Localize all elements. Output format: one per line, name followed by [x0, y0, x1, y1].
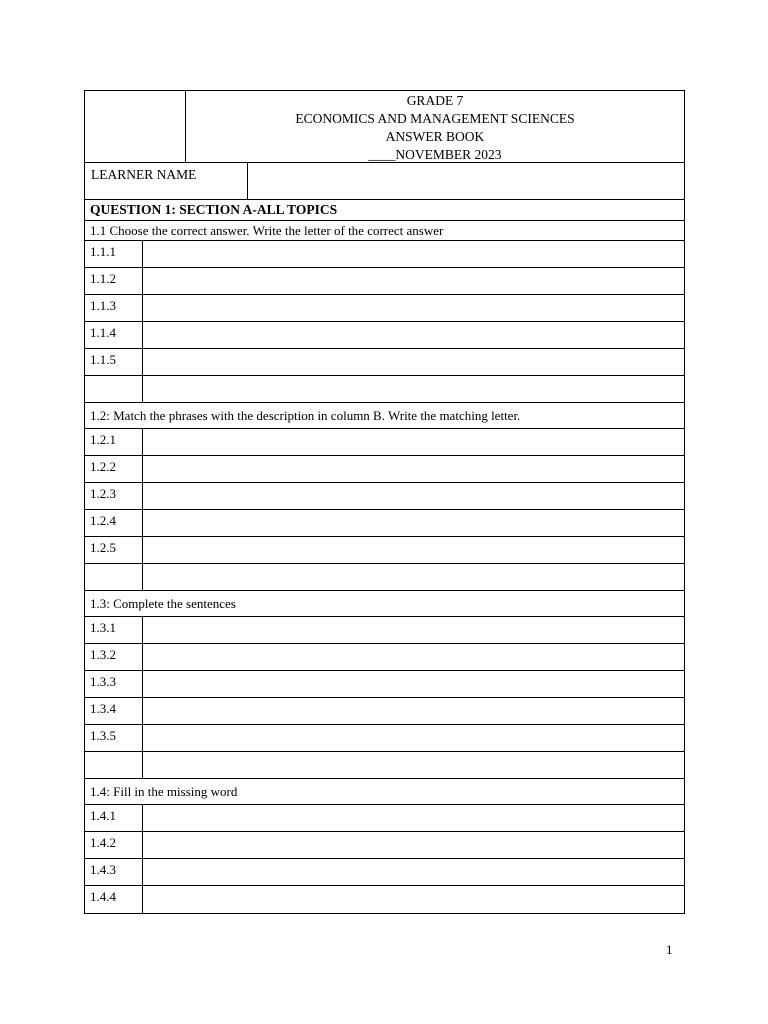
answer-cell[interactable] [143, 805, 684, 831]
spacer-row [85, 564, 684, 591]
answer-cell[interactable] [143, 537, 684, 563]
item-number: 1.4.3 [85, 859, 143, 885]
answer-cell[interactable] [143, 644, 684, 670]
logo-placeholder-cell [85, 91, 186, 162]
answer-row [85, 671, 684, 698]
page-number: 1 [666, 942, 673, 957]
section-1-3-instruction: 1.3: Complete the sentences [90, 596, 236, 611]
learner-name-field[interactable] [248, 163, 684, 199]
answer-row [85, 859, 684, 886]
answer-row [85, 886, 684, 913]
answer-row [85, 832, 684, 859]
item-number: 1.1.1 [85, 241, 143, 267]
spacer-row [85, 752, 684, 779]
item-number: 1.4.1 [85, 805, 143, 831]
spacer-label-cell [85, 564, 143, 590]
spacer-answer-cell [143, 752, 684, 778]
spacer-row [85, 376, 684, 403]
grade-line: GRADE 7 [406, 93, 464, 108]
section-1-1-instruction-row [85, 221, 684, 241]
answer-row [85, 429, 684, 456]
subject-line: ECONOMICS AND MANAGEMENT SCIENCES [295, 111, 575, 126]
spacer-label-cell [85, 376, 143, 402]
answer-row [85, 456, 684, 483]
answer-row [85, 698, 684, 725]
learner-name-row [85, 163, 684, 200]
item-number: 1.2.1 [85, 429, 143, 455]
answer-book-form [84, 90, 685, 914]
answer-cell[interactable] [143, 268, 684, 294]
item-number: 1.1.3 [85, 295, 143, 321]
item-number: 1.4.4 [85, 886, 143, 913]
answer-cell[interactable] [143, 725, 684, 751]
answer-row [85, 644, 684, 671]
answer-cell[interactable] [143, 456, 684, 482]
item-number: 1.1.4 [85, 322, 143, 348]
answer-cell[interactable] [143, 671, 684, 697]
date-line: ____NOVEMBER 2023 [368, 147, 502, 162]
section-1-3-instruction-row [85, 591, 684, 617]
answer-row [85, 725, 684, 752]
answer-cell[interactable] [143, 322, 684, 348]
document-title-block [186, 91, 684, 162]
section-1-4-instruction-row [85, 779, 684, 805]
section-1-4-instruction: 1.4: Fill in the missing word [90, 784, 238, 799]
answer-row [85, 617, 684, 644]
item-number: 1.2.2 [85, 456, 143, 482]
answer-row [85, 349, 684, 376]
section-1-2-instruction: 1.2: Match the phrases with the description in column B. Write the matching letter. [90, 408, 521, 423]
item-number: 1.4.2 [85, 832, 143, 858]
answer-row [85, 805, 684, 832]
item-number: 1.2.3 [85, 483, 143, 509]
answer-row [85, 241, 684, 268]
item-number: 1.3.2 [85, 644, 143, 670]
answer-book-line: ANSWER BOOK [385, 129, 485, 144]
answer-row [85, 510, 684, 537]
answer-cell[interactable] [143, 483, 684, 509]
answer-cell[interactable] [143, 617, 684, 643]
answer-cell[interactable] [143, 886, 684, 913]
item-number: 1.2.5 [85, 537, 143, 563]
question1-title-row [85, 200, 684, 221]
item-number: 1.1.2 [85, 268, 143, 294]
answer-row [85, 295, 684, 322]
question1-title: QUESTION 1: SECTION A-ALL TOPICS [90, 202, 338, 217]
answer-row [85, 483, 684, 510]
answer-cell[interactable] [143, 698, 684, 724]
item-number: 1.2.4 [85, 510, 143, 536]
section-1-1-instruction: 1.1 Choose the correct answer. Write the letter of the correct answer [90, 223, 444, 238]
answer-cell[interactable] [143, 510, 684, 536]
item-number: 1.3.1 [85, 617, 143, 643]
spacer-answer-cell [143, 376, 684, 402]
document-header [85, 91, 684, 163]
answer-cell[interactable] [143, 241, 684, 267]
item-number: 1.3.4 [85, 698, 143, 724]
spacer-label-cell [85, 752, 143, 778]
answer-row [85, 322, 684, 349]
answer-cell[interactable] [143, 429, 684, 455]
answer-cell[interactable] [143, 859, 684, 885]
section-1-2-instruction-row [85, 403, 684, 429]
answer-cell[interactable] [143, 832, 684, 858]
answer-cell[interactable] [143, 349, 684, 375]
item-number: 1.3.3 [85, 671, 143, 697]
learner-name-label: LEARNER NAME [85, 163, 248, 199]
item-number: 1.1.5 [85, 349, 143, 375]
answer-row [85, 268, 684, 295]
spacer-answer-cell [143, 564, 684, 590]
item-number: 1.3.5 [85, 725, 143, 751]
answer-row [85, 537, 684, 564]
answer-cell[interactable] [143, 295, 684, 321]
